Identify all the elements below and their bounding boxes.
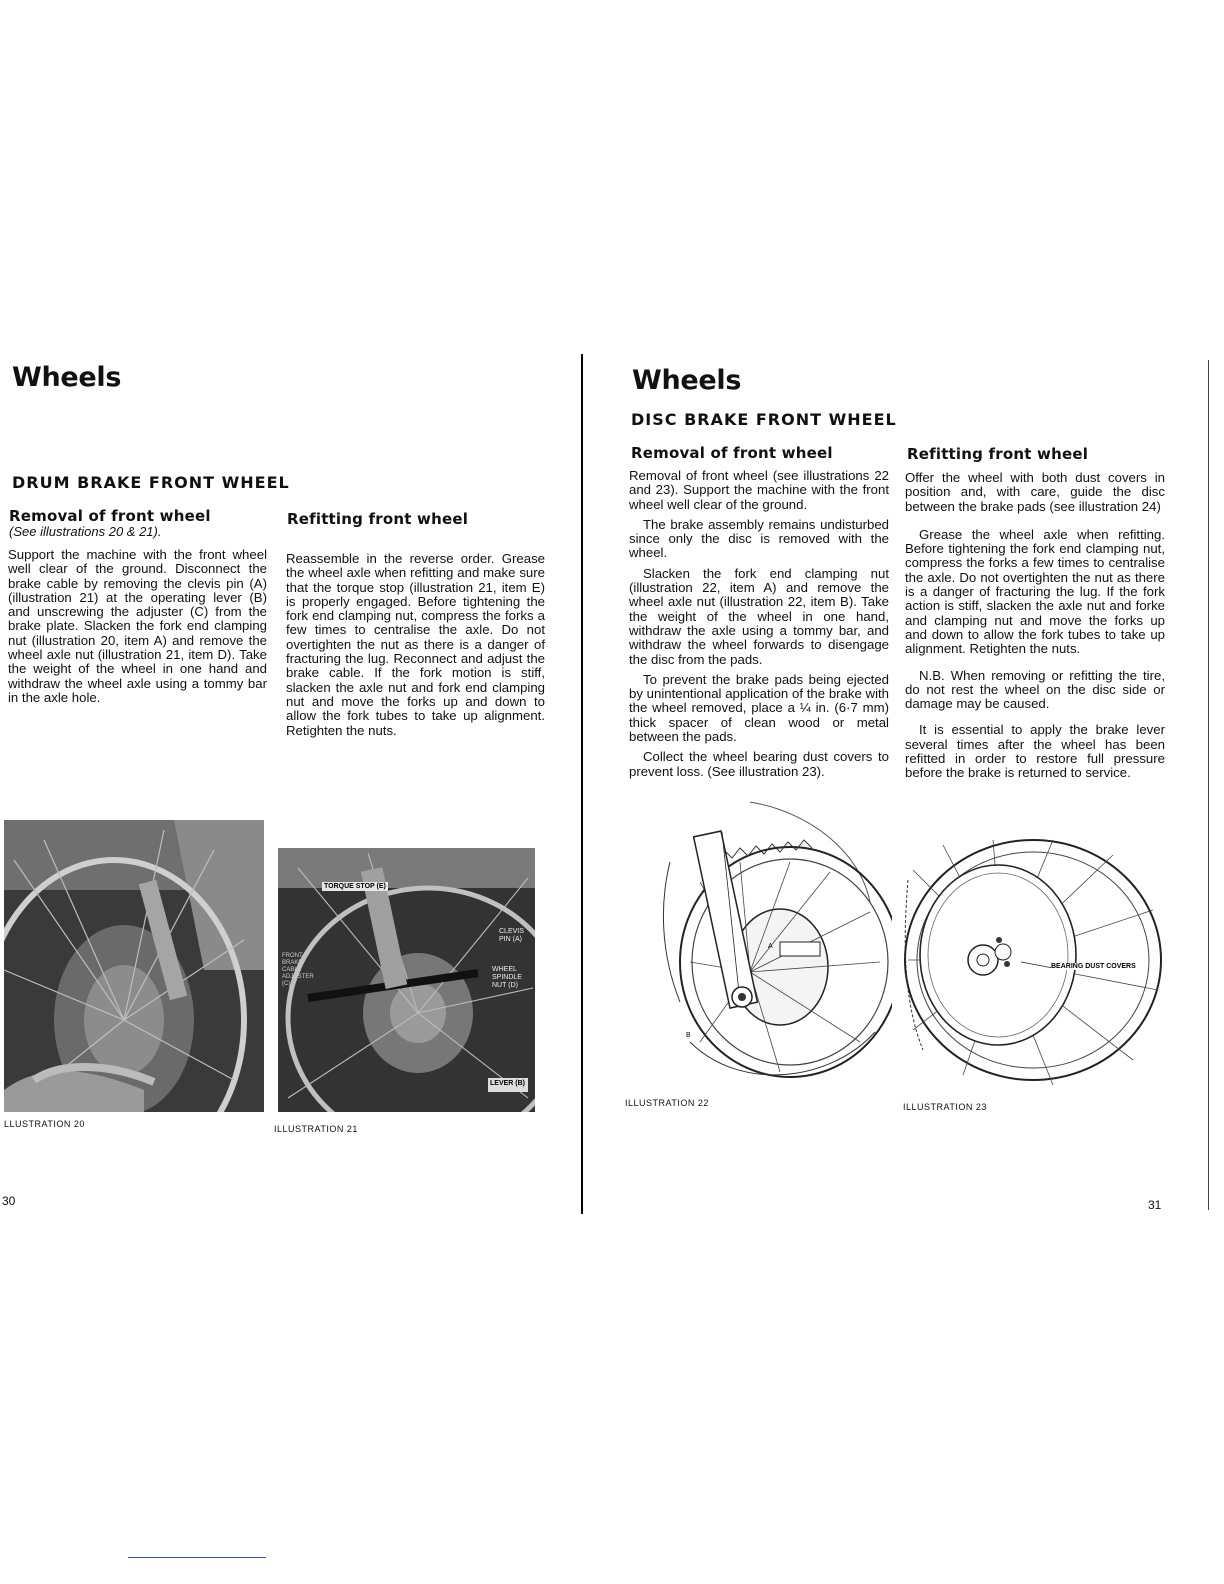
illustration-20-caption: LLUSTRATION 20	[4, 1119, 85, 1129]
right-section-title: DISC BRAKE FRONT WHEEL	[631, 410, 897, 429]
right-page-title: Wheels	[632, 365, 742, 396]
right-edge-line	[1208, 360, 1209, 1210]
illustration-21-caption: ILLUSTRATION 21	[274, 1124, 358, 1134]
illustration-23-drawing	[903, 830, 1167, 1092]
right-refitting-paragraph-2: Grease the wheel axle when refitting. Before tightening the fork end clamping nut, compress the forks a few times to centralise the axle. Do not overtighten the nut as there is a danger of fracturing the lug. If the fork action is stiff, slacken the axle nut and forke and clamping nut and move the forks up and down to allow the fork tubes to take up alignment. Retighten the nuts.	[905, 526, 1165, 657]
left-refitting-text: Reassemble in the reverse order. Grease the wheel axle when refitting and make sure that the torque stop (illustration 21, item E) is properly engaged. Before tightening the fork end clamping nut, compress the forks a few times to centralise the axle. Do not overtighten the nut as there is a danger of fracturing the lug. Reconnect and adjust the brake cable. If the fork motion is stiff, slacken the axle nut and fork end clamping nut and move the forks up and down to allow the fork tubes to take up alignment. Retighten the nuts.	[286, 551, 545, 738]
right-removal-heading: Removal of front wheel	[631, 444, 833, 462]
brake-cable-adjuster-label: FRONT BRAKE CABLE ADJUSTER (C)	[282, 953, 314, 987]
right-refitting-paragraph-1: Offer the wheel with both dust covers in position and, with care, guide the disc between the brake pads (see illustration 24)	[905, 470, 1165, 514]
right-refitting-paragraph-3: N.B. When removing or refitting the tire, do not rest the wheel on the disc side or damage may be caused.	[905, 667, 1165, 712]
illustration-22-label-b: B	[686, 1032, 691, 1039]
left-page-number: 30	[2, 1194, 16, 1208]
illustration-21-photo	[278, 848, 535, 1112]
right-removal-paragraph-5: Collect the wheel bearing dust covers to prevent loss. (See illustration 23).	[629, 749, 889, 779]
wheel-spindle-nut-label: WHEEL SPINDLE NUT (D)	[492, 966, 522, 989]
left-section-title: DRUM BRAKE FRONT WHEEL	[12, 473, 290, 492]
right-page-number: 31	[1148, 1198, 1162, 1212]
illustration-22-label-a: A	[768, 943, 773, 950]
right-removal-paragraph-3: Slacken the fork end clamping nut (illustration 22, item A) and remove the wheel axle nut (illustration 22, item B). Take the weight of the wheel in one hand, withdraw the axle using a tommy bar, and withdraw the wheel forwards to disengage the disc from the pads.	[629, 565, 889, 667]
right-refitting-paragraph-4: It is essential to apply the brake lever several times after the wheel has been refitted in order to restore full pressure before the brake is returned to service.	[905, 722, 1165, 781]
bottom-rule	[128, 1557, 266, 1558]
right-removal-paragraph-4: To prevent the brake pads being ejected by unintentional application of the brake with the wheel removed, place a ¼ in. (6·7 mm) thick spacer of clean wood or metal between the pads.	[629, 671, 889, 745]
left-removal-text: Support the machine with the front wheel well clear of the ground. Disconnect the brake cable by removing the clevis pin (A) (illustration 21) at the operating lever (B) and unscrewing the adjuster (C) from the brake plate. Slacken the fork end clamping nut (illustration 20, item A) and remove the wheel axle nut (illustration 21, item D). Take the weight of the wheel in one hand and withdraw the wheel axle using a tommy bar in the axle hole.	[8, 547, 267, 705]
torque-stop-label: TORQUE STOP (E)	[324, 883, 386, 890]
right-removal-text	[629, 469, 889, 785]
illustration-20-photo	[4, 820, 264, 1112]
clevis-pin-label: CLEVIS PIN (A)	[499, 928, 524, 943]
spine-divider	[581, 354, 583, 1214]
right-refitting-heading: Refitting front wheel	[907, 445, 1089, 463]
bearing-dust-covers-label: BEARING DUST COVERS	[1051, 963, 1136, 970]
left-removal-heading: Removal of front wheel	[9, 507, 211, 525]
right-refitting-text	[905, 471, 1165, 787]
illustration-23-caption: ILLUSTRATION 23	[903, 1102, 987, 1112]
left-removal-note: (See illustrations 20 & 21).	[9, 524, 162, 539]
illustration-22-drawing	[630, 792, 892, 1092]
left-refitting-heading: Refitting front wheel	[287, 510, 469, 528]
illustration-22-caption: ILLUSTRATION 22	[625, 1098, 709, 1108]
lever-label: LEVER (B)	[490, 1080, 525, 1087]
right-removal-paragraph-2: The brake assembly remains undisturbed since only the disc is removed with the wheel.	[629, 516, 889, 561]
right-removal-paragraph-1: Removal of front wheel (see illustrations 22 and 23). Support the machine with the front wheel well clear of the ground.	[629, 468, 889, 512]
left-page-title: Wheels	[12, 362, 122, 393]
